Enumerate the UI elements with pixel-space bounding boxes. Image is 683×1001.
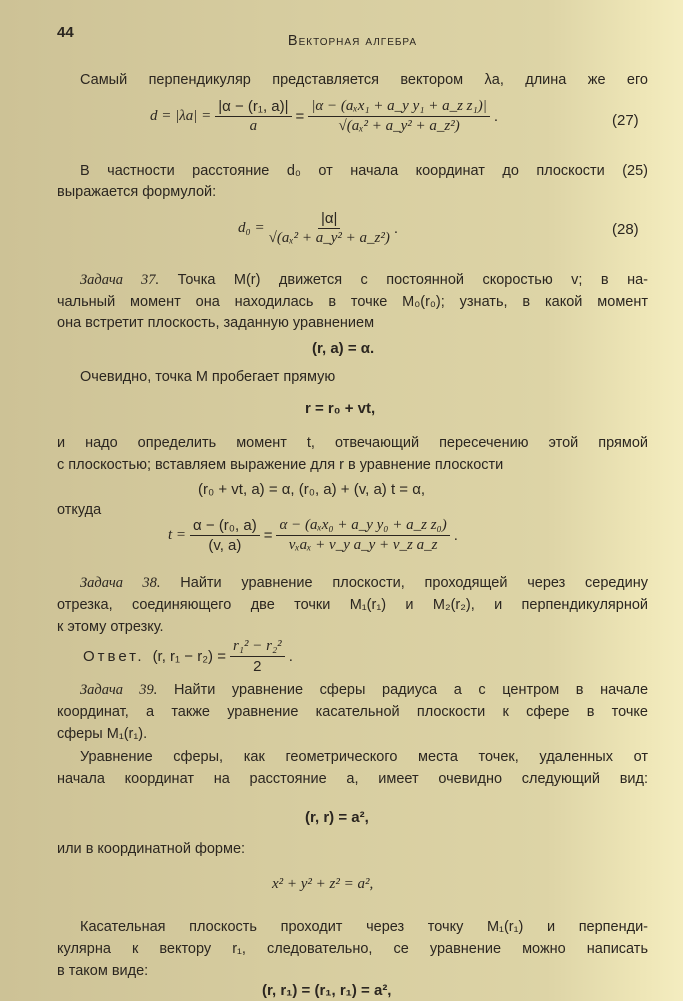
eq-period: . [393, 220, 398, 237]
paragraph-line: Уравнение сферы, как геометрического места точек, удаленных от [80, 749, 648, 765]
problem-title: Задача 38. [80, 575, 161, 591]
eq-period: . [493, 108, 499, 125]
eq-period: . [453, 527, 458, 544]
fraction-denominator: (v, a) [208, 537, 242, 554]
equation-28 [238, 210, 398, 247]
equation-substitution: (r₀ + vt, a) = α, (r₀, a) + (v, a) t = α, [198, 481, 426, 498]
problem-39-line [80, 681, 648, 699]
fraction-denominator: 2 [253, 658, 262, 675]
paragraph-line: Касательная плоскость проходит через точку M₁(r₁) и перпенди- [80, 919, 648, 935]
paragraph-line: начала координат на расстояние a, имеет очевидно следующий вид: [57, 771, 648, 787]
paragraph-line: или в координатной форме: [57, 841, 246, 857]
answer-38 [83, 638, 293, 675]
eq-lhs: t = [168, 527, 187, 543]
answer-label: Ответ. [83, 648, 145, 665]
paragraph-line: Очевидно, точка M пробегает прямую [80, 369, 336, 385]
fraction-denominator: vₓaₓ + v_y a_y + v_z a_z [288, 537, 438, 553]
eq-lhs: d = |λa| = [150, 108, 212, 124]
paragraph-line: и надо определить момент t, отвечающий пересечению этой прямой [57, 435, 648, 451]
equation-t [168, 517, 458, 554]
fraction-numerator: α − (r₀, a) [190, 517, 260, 536]
fraction-numerator: |α − (aₓx₁ + a_y y₁ + a_z z₁)| [308, 98, 490, 117]
equals-sign: = [263, 527, 273, 544]
paragraph-line: Самый перпендикуляр представляется вектором λa, длина же его [80, 72, 648, 88]
problem-38-line [80, 574, 648, 592]
paragraph-line: откуда [57, 502, 102, 518]
paragraph-line: в таком виде: [57, 963, 149, 979]
fraction-numerator: |α − (r₁, a)| [215, 98, 291, 117]
running-title: Векторная алгебра [287, 33, 418, 49]
page-number: 44 [57, 24, 74, 41]
equation-sphere: (r, r) = a², [305, 809, 369, 826]
fraction-denominator: √(aₓ² + a_y² + a_z²) [338, 118, 460, 134]
paragraph-line: кулярна к вектору r₁, следовательно, се уравнение можно написать [57, 941, 648, 957]
problem-text: Найти уравнение плоскости, проходящей через середину [180, 575, 648, 591]
problem-text: Найти уравнение сферы радиуса a с центром в начале [173, 682, 649, 698]
paragraph-line: сферы M₁(r₁). [57, 726, 148, 742]
eq-lhs: (r, r₁ − r₂) = [152, 648, 226, 665]
equation-plane: (r, a) = α. [312, 340, 375, 357]
paragraph-line: с плоскостью; вставляем выражение для r в уравнение плоскости [57, 457, 504, 473]
equation-27 [150, 98, 498, 135]
paragraph-line: чальный момент она находилась в точке M₀(r₀); узнать, в какой момент [57, 294, 648, 310]
paragraph-line: к этому отрезку. [57, 619, 164, 635]
fraction-numerator: |α| [318, 210, 340, 229]
paragraph-line: координат, а также уравнение касательной плоскости к сфере в точке [57, 704, 648, 720]
equation-number: (27) [612, 112, 639, 129]
fraction-numerator: α − (aₓx₀ + a_y y₀ + a_z z₀) [276, 517, 449, 536]
equation-line: r = r₀ + vt, [305, 400, 376, 417]
equals-sign: = [295, 108, 305, 125]
paragraph-line: выражается формулой: [57, 184, 217, 200]
problem-title: Задача 37. [80, 272, 160, 288]
eq-period: . [288, 648, 293, 665]
fraction-numerator: r₁² − r₂² [230, 638, 285, 657]
eq-lhs: d₀ = [238, 220, 265, 236]
paragraph-line: отрезка, соединяющего две точки M₁(r₁) и M₂(r₂), и перпендикулярной [57, 597, 648, 613]
paragraph-line: В частности расстояние d₀ от начала координат до плоскости (25) [80, 163, 648, 179]
fraction-denominator: √(aₓ² + a_y² + a_z²) [268, 230, 390, 246]
problem-37-line [80, 271, 648, 289]
paragraph-line: она встретит плоскость, заданную уравнением [57, 315, 375, 331]
problem-text: Точка M(r) движется с постоянной скоростью v; в на- [177, 272, 649, 288]
problem-title: Задача 39. [80, 682, 158, 698]
equation-tangent-plane: (r, r₁) = (r₁, r₁) = a², [262, 982, 392, 999]
fraction-denominator: a [249, 118, 258, 134]
equation-sphere-coordinates: x² + y² + z² = a², [272, 876, 374, 892]
equation-number: (28) [612, 221, 639, 238]
